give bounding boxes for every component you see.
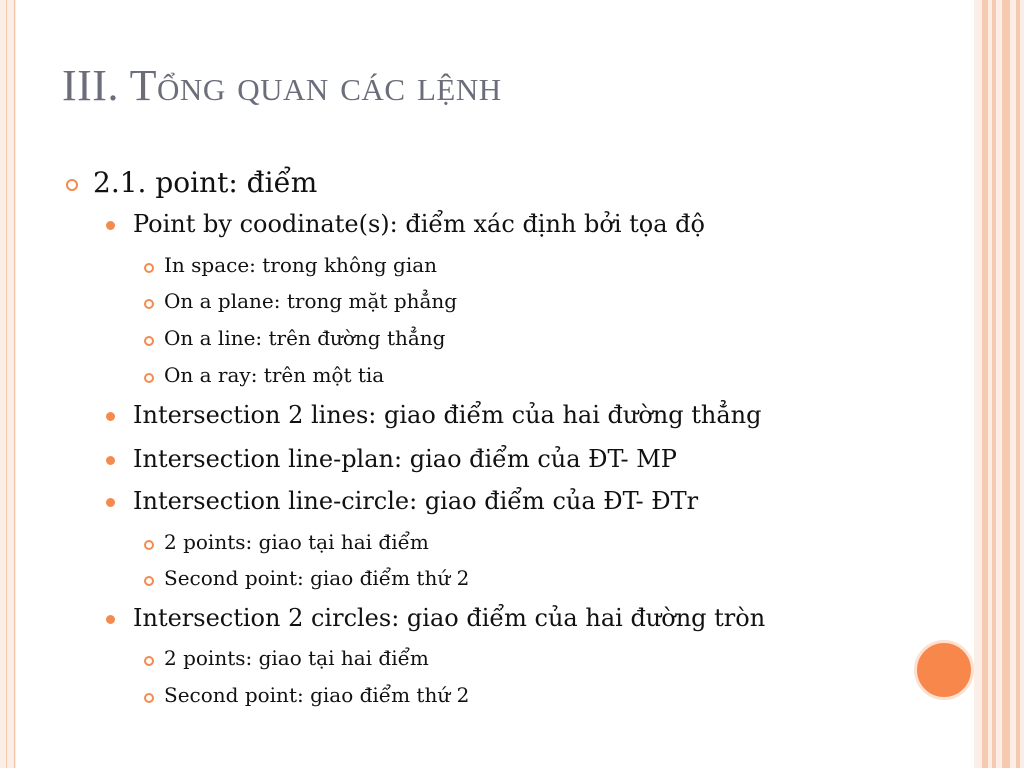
stripe [1016, 0, 1020, 768]
list-item [164, 289, 457, 313]
list-item-text: Point by coodinate(s): điểm xác định bởi tọa độ [133, 210, 705, 238]
stripe [1002, 0, 1010, 768]
bullet-ring-icon [144, 336, 154, 346]
list-item [164, 646, 429, 670]
list-item [133, 604, 765, 632]
list-item-text: Intersection line-circle: giao điểm của ĐT- ĐTr [133, 487, 699, 515]
list-item-text: 2.1. point: điểm [93, 166, 318, 199]
bullet-dot-icon [106, 498, 115, 507]
list-item-text: Intersection 2 circles: giao điểm của hai đường tròn [133, 604, 766, 632]
list-item-text: Second point: giao điểm thứ 2 [164, 566, 470, 590]
list-item [164, 363, 384, 387]
list-item [133, 210, 705, 238]
right-stripes-decoration [978, 0, 1024, 768]
list-item [164, 566, 469, 590]
bullet-ring-icon [144, 693, 154, 703]
bullet-ring-icon [144, 576, 154, 586]
bullet-ring-icon [144, 540, 154, 550]
list-item-text: In space: trong không gian [164, 253, 438, 277]
list-item-text: Intersection line-plan: giao điểm của ĐT- MP [133, 445, 677, 473]
list-item-text: 2 points: giao tại hai điểm [164, 646, 429, 670]
list-item [133, 401, 762, 429]
bullet-dot-icon [106, 456, 115, 465]
list-item [133, 445, 677, 473]
list-item [93, 166, 317, 199]
bullet-ring-icon [144, 373, 154, 383]
decorative-orange-circle [914, 640, 974, 700]
bullet-ring-icon [144, 656, 154, 666]
list-item-text: On a line: trên đường thẳng [164, 326, 446, 350]
bullet-dot-icon [106, 615, 115, 624]
list-item [164, 683, 469, 707]
bullet-dot-icon [106, 412, 115, 421]
slide-title: III. Tổng quan các lệnh [62, 61, 502, 110]
list-item [164, 530, 429, 554]
bullet-ring-icon [144, 299, 154, 309]
list-item [164, 253, 437, 277]
list-item [164, 326, 445, 350]
list-item [133, 487, 698, 515]
stripe [982, 0, 988, 768]
bullet-dot-icon [106, 221, 115, 230]
bullet-ring-icon [144, 263, 154, 273]
list-item-text: Intersection 2 lines: giao điểm của hai đường thẳng [133, 401, 762, 429]
list-item-text: Second point: giao điểm thứ 2 [164, 683, 470, 707]
list-item-text: 2 points: giao tại hai điểm [164, 530, 429, 554]
list-item-text: On a plane: trong mặt phẳng [164, 289, 458, 313]
bullet-ring-icon [66, 179, 78, 191]
stripe [992, 0, 996, 768]
list-item-text: On a ray: trên một tia [164, 363, 385, 387]
